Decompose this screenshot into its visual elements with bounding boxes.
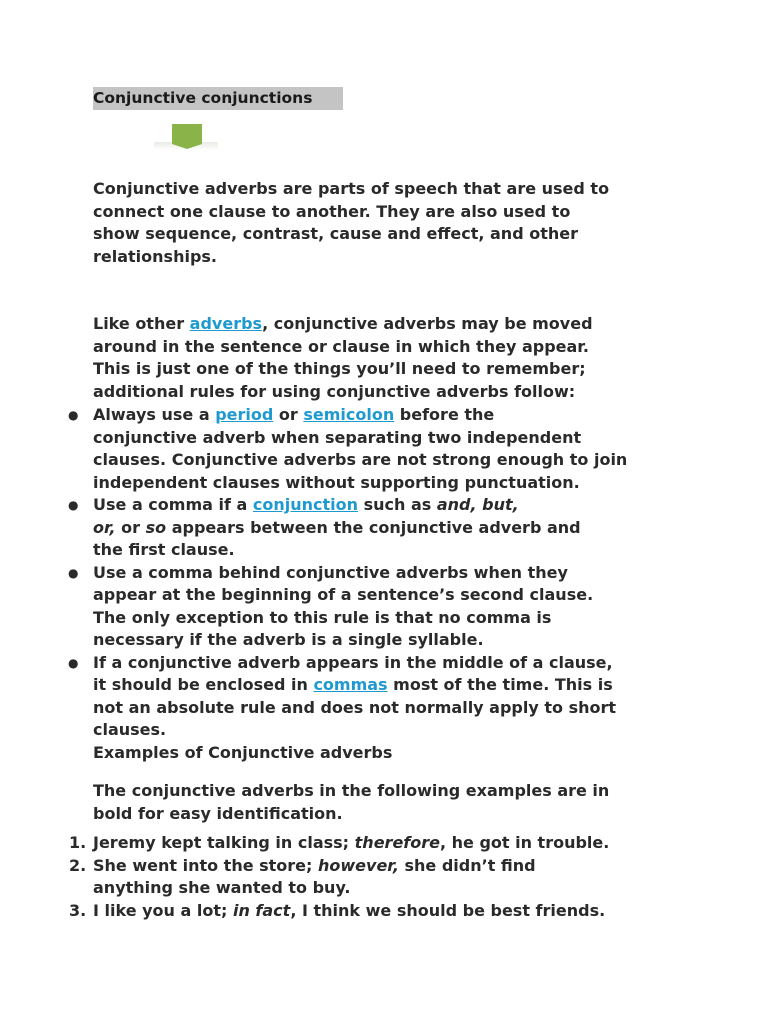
list-item <box>0 855 768 900</box>
like-line: This is just one of the things you’ll need to remember; <box>93 359 586 378</box>
intro-line: Conjunctive adverbs are parts of speech that are used to <box>93 179 610 198</box>
item-italic: so <box>145 517 167 537</box>
item-line <box>93 494 768 517</box>
item-line: clauses. <box>93 720 167 739</box>
like-paragraph <box>93 313 693 403</box>
examples-heading: Examples of Conjunctive adverbs <box>93 743 393 762</box>
item-line: If a conjunctive adverb appears in the middle of a clause, <box>93 652 613 672</box>
example-text: Jeremy kept talking in class; <box>93 833 355 852</box>
item-text: Use a comma if a <box>93 495 253 514</box>
period-link[interactable]: period <box>215 405 274 424</box>
list-item <box>0 832 768 855</box>
item-italic: and, but, <box>436 495 519 514</box>
intro-paragraph <box>93 178 693 268</box>
list-item <box>0 404 768 494</box>
like-line: additional rules for using conjunctive adverbs follow: <box>93 381 576 401</box>
like-line: around in the sentence or clause in which they appear. <box>93 336 589 356</box>
like-text: Like other <box>93 314 190 333</box>
item-line: independent clauses without supporting punctuation. <box>93 472 580 492</box>
item-text: most of the time. This is <box>387 675 613 694</box>
example-adverb: however, <box>318 855 399 875</box>
list-item <box>0 494 768 562</box>
item-text: or <box>273 405 304 424</box>
commas-link[interactable]: commas <box>313 675 388 694</box>
example-text: , I think we should be best friends. <box>290 900 606 920</box>
examples-intro-line: The conjunctive adverbs in the following examples are in <box>93 781 610 800</box>
item-line: Use a comma behind conjunctive adverbs when they <box>93 562 568 582</box>
item-line <box>93 674 768 697</box>
example-adverb: in fact <box>232 900 291 920</box>
intro-line: relationships. <box>93 246 217 266</box>
list-number: 2. <box>69 855 87 875</box>
item-line: the first clause. <box>93 540 235 559</box>
item-line: appear at the beginning of a sentence’s second clause. <box>93 585 594 604</box>
bookmark-icon-body <box>172 124 202 144</box>
bookmark-icon-point <box>172 144 202 149</box>
item-line: clauses. Conjunctive adverbs are not strong enough to join <box>93 450 628 469</box>
item-line <box>93 517 768 540</box>
item-line <box>93 855 768 878</box>
item-text: such as <box>358 495 437 514</box>
example-text: I like you a lot; <box>93 900 233 920</box>
bullet-icon: ● <box>68 498 79 512</box>
item-line: conjunctive adverb when separating two independent <box>93 427 582 447</box>
example-text: She went into the store; <box>93 855 318 875</box>
item-line: anything she wanted to buy. <box>93 878 351 897</box>
bullet-icon: ● <box>68 408 79 422</box>
example-text: she didn’t find <box>398 855 536 875</box>
item-line <box>93 404 768 427</box>
item-line: not an absolute rule and does not normally apply to short <box>93 697 617 717</box>
page-title: Conjunctive conjunctions <box>93 87 343 110</box>
item-text: it should be enclosed in <box>93 675 314 694</box>
example-text: , he got in trouble. <box>439 833 610 852</box>
like-text: , conjunctive adverbs may be moved <box>262 314 593 333</box>
item-text: before the <box>394 405 495 424</box>
item-text: or <box>115 517 146 537</box>
like-line <box>93 313 693 336</box>
bookmark-icon <box>154 122 218 152</box>
intro-line: connect one clause to another. They are also used to <box>93 201 571 221</box>
example-adverb: therefore <box>354 833 440 852</box>
list-number: 3. <box>69 900 87 920</box>
examples-intro <box>93 780 693 825</box>
list-item <box>0 652 768 742</box>
rules-list <box>0 404 768 742</box>
item-text: appears between the conjunctive adverb and <box>166 517 581 537</box>
item-text: Always use a <box>93 405 216 424</box>
examples-list <box>0 832 768 922</box>
semicolon-link[interactable]: semicolon <box>303 405 395 424</box>
intro-line: show sequence, contrast, cause and effect, and other <box>93 224 578 243</box>
item-line: The only exception to this rule is that no comma is <box>93 607 552 627</box>
examples-intro-line: bold for easy identification. <box>93 803 343 823</box>
list-number: 1. <box>69 833 87 852</box>
item-line: necessary if the adverb is a single syllable. <box>93 630 484 649</box>
bullet-icon: ● <box>68 655 79 670</box>
list-item <box>0 562 768 652</box>
conjunction-link[interactable]: conjunction <box>252 495 359 514</box>
list-item <box>0 900 768 923</box>
adverbs-link[interactable]: adverbs <box>189 314 263 333</box>
item-italic: or, <box>93 517 116 537</box>
bullet-icon: ● <box>68 565 79 580</box>
